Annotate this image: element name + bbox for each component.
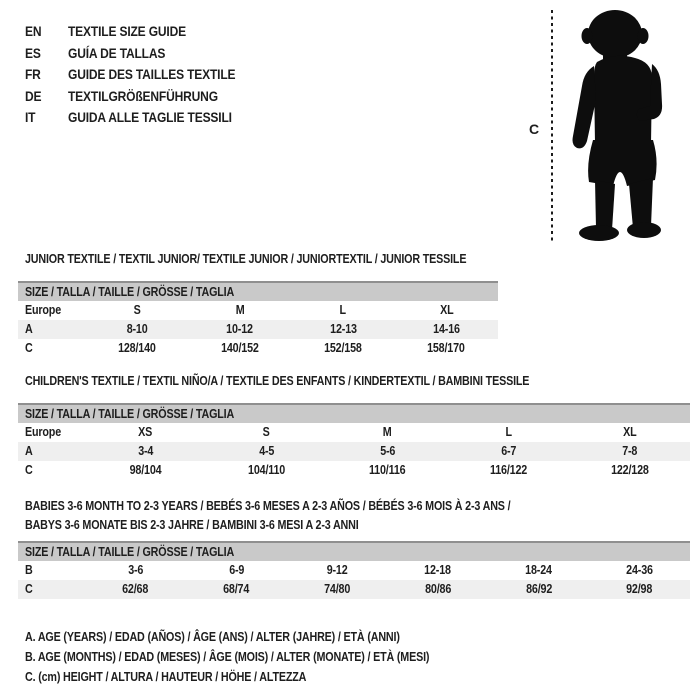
- table-row-europe: [18, 301, 498, 320]
- junior-size-table: [18, 281, 498, 358]
- table-row-age-months: [18, 561, 690, 580]
- row-label: A: [25, 322, 33, 336]
- size-cell: 86/92: [525, 582, 552, 596]
- size-cell: 4-5: [258, 444, 275, 458]
- size-cell: 5-6: [379, 444, 396, 458]
- size-header: SIZE / TALLA / TAILLE / GRÖSSE / TAGLIA: [25, 407, 235, 421]
- language-code: EN: [25, 23, 42, 39]
- size-cell: 6-9: [228, 563, 244, 577]
- size-cell: L: [505, 425, 512, 439]
- size-cell: 9-12: [326, 563, 348, 577]
- language-title: GUÍA DE TALLAS: [68, 44, 166, 61]
- babies-table-title: [25, 497, 589, 535]
- table-row-height: [18, 580, 690, 599]
- size-cell: 8-10: [126, 322, 148, 336]
- size-cell: S: [133, 303, 141, 317]
- size-cell: L: [339, 303, 347, 317]
- size-cell: 62/68: [122, 582, 149, 596]
- junior-table-title: JUNIOR TEXTILE / TEXTIL JUNIOR/ TEXTILE JUNIOR / JUNIORTEXTIL / JUNIOR TESSILE: [25, 252, 467, 266]
- size-cell: 104/110: [247, 463, 286, 477]
- row-label: C: [25, 463, 33, 477]
- language-row: [25, 107, 263, 129]
- language-row: [25, 43, 263, 65]
- babies-title-line2: BABYS 3-6 MONATE BIS 2-3 JAHRE / BAMBINI 3-6 MESI A 2-3 ANNI: [25, 518, 359, 532]
- language-code: DE: [25, 87, 42, 104]
- size-cell: 10-12: [226, 322, 254, 336]
- size-cell: XL: [439, 303, 454, 317]
- language-code: ES: [25, 44, 41, 61]
- language-title: TEXTILGRÖßENFÜHRUNG: [68, 87, 218, 104]
- language-title: GUIDA ALLE TAGLIE TESSILI: [68, 109, 232, 125]
- size-cell: 92/98: [626, 582, 653, 596]
- size-cell: 24-36: [626, 563, 653, 577]
- note-age-years: A. AGE (YEARS) / EDAD (AÑOS) / ÂGE (ANS) / ALTER (JAHRE) / ETÀ (ANNI): [25, 630, 400, 644]
- size-cell: 128/140: [117, 341, 156, 355]
- size-header: SIZE / TALLA / TAILLE / GRÖSSE / TAGLIA: [25, 545, 235, 559]
- language-title: TEXTILE SIZE GUIDE: [68, 23, 186, 39]
- size-cell: 3-4: [137, 444, 154, 458]
- language-row: [25, 86, 263, 108]
- size-cell: 110/116: [369, 463, 406, 477]
- size-cell: 7-8: [621, 444, 638, 458]
- size-cell: 6-7: [500, 444, 517, 458]
- size-cell: 3-6: [127, 563, 143, 577]
- toddler-silhouette-icon: [563, 8, 668, 246]
- size-cell: 152/158: [324, 341, 362, 355]
- size-cell: 18-24: [525, 563, 553, 577]
- table-row-height: [18, 339, 498, 358]
- size-cell: 98/104: [129, 463, 162, 477]
- babies-title-line1: BABIES 3-6 MONTH TO 2-3 YEARS / BEBÉS 3-6 MESES A 2-3 AÑOS / BÉBÉS 3-6 MOIS À 2-3 ANS /: [25, 499, 511, 513]
- footnotes: [25, 627, 495, 687]
- children-size-table: [18, 403, 690, 480]
- size-header-band: [18, 281, 498, 301]
- size-cell: 68/74: [223, 582, 250, 596]
- language-row: [25, 21, 263, 43]
- language-title: GUIDE DES TAILLES TEXTILE: [68, 66, 236, 82]
- size-cell: M: [235, 303, 245, 317]
- table-row-europe: [18, 423, 690, 442]
- language-row: [25, 64, 263, 86]
- size-cell: 74/80: [324, 582, 351, 596]
- row-label: B: [25, 563, 33, 577]
- row-label: C: [25, 582, 33, 596]
- size-cell: 122/128: [610, 463, 649, 477]
- size-cell: 12-18: [424, 563, 452, 577]
- row-label: Europe: [25, 303, 62, 317]
- size-header-band: [18, 403, 690, 423]
- row-label: C: [25, 341, 33, 355]
- size-cell: S: [262, 425, 270, 439]
- table-row-age-years: [18, 442, 690, 461]
- note-height: C. (cm) HEIGHT / ALTURA / HAUTEUR / HÖHE / ALTEZZA: [25, 670, 307, 684]
- size-cell: 80/86: [424, 582, 451, 596]
- table-row-age-years: [18, 320, 498, 339]
- size-cell: 12-13: [329, 322, 357, 336]
- size-header-band: [18, 541, 690, 561]
- language-list: [25, 21, 263, 129]
- babies-size-table: [18, 541, 690, 599]
- size-cell: 116/122: [489, 463, 528, 477]
- size-cell: XL: [622, 425, 637, 439]
- table-row-height: [18, 461, 690, 480]
- language-code: IT: [25, 109, 36, 125]
- children-table-title: CHILDREN'S TEXTILE / TEXTIL NIÑO/A / TEXTILE DES ENFANTS / KINDERTEXTIL / BAMBINI TESSILE: [25, 374, 530, 388]
- size-cell: M: [383, 425, 392, 439]
- size-cell: 14-16: [433, 322, 460, 336]
- note-age-months: B. AGE (MONTHS) / EDAD (MESES) / ÂGE (MOIS) / ALTER (MONATE) / ETÀ (MESI): [25, 650, 430, 664]
- size-cell: 158/170: [427, 341, 466, 355]
- size-header: SIZE / TALLA / TAILLE / GRÖSSE / TAGLIA: [25, 285, 235, 299]
- height-dashed-line: [551, 10, 553, 243]
- size-cell: XS: [138, 425, 153, 439]
- height-label-c: C: [529, 121, 540, 137]
- row-label: Europe: [25, 425, 62, 439]
- language-code: FR: [25, 66, 41, 82]
- row-label: A: [25, 444, 33, 458]
- size-cell: 140/152: [221, 341, 259, 355]
